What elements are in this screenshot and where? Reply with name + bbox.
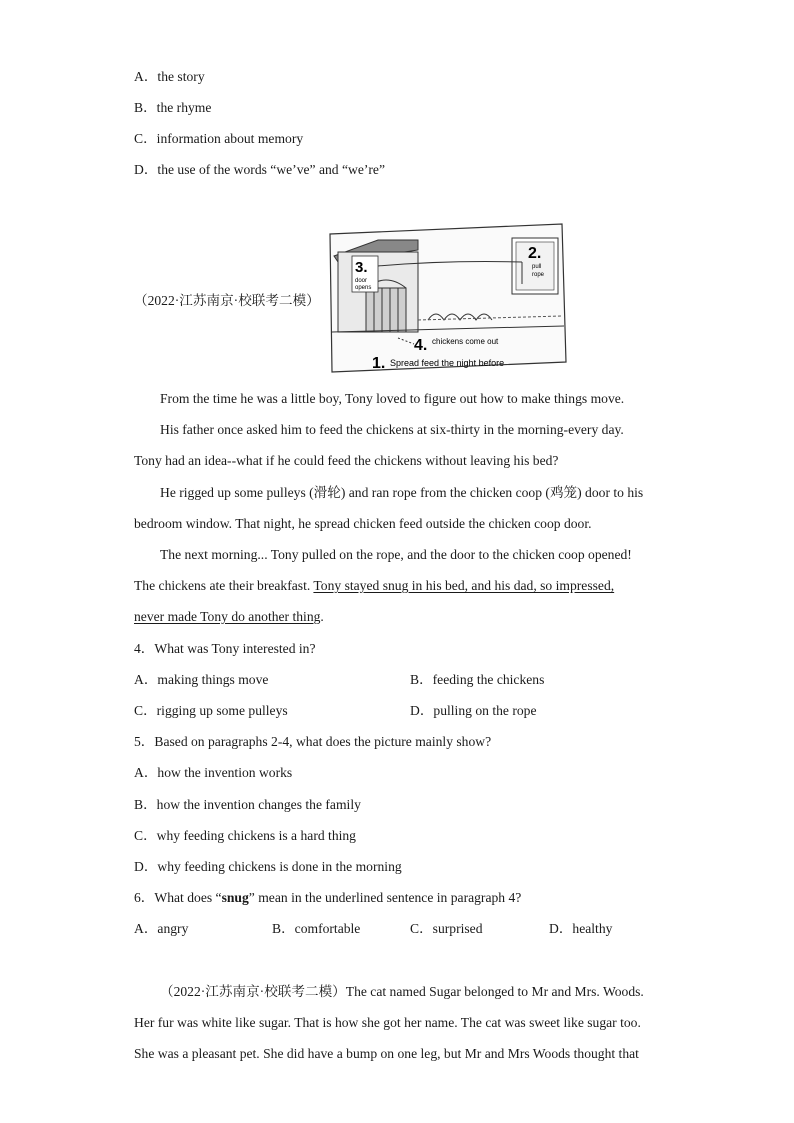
label-1: 1.	[372, 355, 386, 372]
question-5-stem: 5．Based on paragraphs 2-4, what does the picture mainly show?	[134, 734, 492, 749]
passage-3-line-1: （2022·江苏南京·校联考二模）The cat named Sugar belonged to Mr and Mrs. Woods.	[160, 984, 644, 999]
underlined-sentence-end: never made Tony do another thing	[134, 609, 321, 624]
paragraph-2-line-1: His father once asked him to feed the chickens at six-thirty in the morning-every day.	[160, 422, 624, 437]
passage-3-line-3: She was a pleasant pet. She did have a bump on one leg, but Mr and Mrs Woods thought that	[134, 1046, 639, 1061]
q6-option-b: B．comfortable	[272, 921, 361, 936]
option-b: B．the rhyme	[134, 100, 212, 115]
passage-3-line-2: Her fur was white like sugar. That is how she got her name. The cat was sweet like sugar too.	[134, 1015, 641, 1030]
passage-source: （2022·江苏南京·校联考二模）	[134, 293, 320, 308]
q4-option-b: B．feeding the chickens	[410, 672, 545, 687]
label-opens: opens	[355, 285, 372, 291]
option-a: A．the story	[134, 69, 205, 84]
label-4: 4.	[414, 337, 428, 354]
question-4-stem: 4．What was Tony interested in?	[134, 641, 316, 656]
q4-option-a: A．making things move	[134, 672, 269, 687]
paragraph-3-line-2: bedroom window. That night, he spread chicken feed outside the chicken coop door.	[134, 516, 592, 531]
paragraph-4-line-2: The chickens ate their breakfast. Tony stayed snug in his bed, and his dad, so impressed,	[134, 578, 615, 593]
paragraph-3-line-1: He rigged up some pulleys (滑轮) and ran rope from the chicken coop (鸡笼) door to his	[160, 485, 644, 500]
underlined-sentence: Tony stayed snug in his bed, and his dad, so impressed,	[313, 578, 615, 593]
paragraph-4-line-3: never made Tony do another thing.	[134, 609, 324, 624]
label-pull: pull	[532, 264, 542, 270]
option-c: C．information about memory	[134, 131, 304, 146]
paragraph-2-line-2: Tony had an idea--what if he could feed the chickens without leaving his bed?	[134, 453, 559, 468]
option-d: D．the use of the words “we’ve” and “we’re”	[134, 162, 386, 177]
label-3: 3.	[355, 259, 368, 276]
q5-option-a: A．how the invention works	[134, 765, 293, 780]
invention-sketch	[328, 222, 568, 374]
label-chickens: chickens come out	[432, 337, 499, 346]
q6-option-d: D．healthy	[549, 921, 613, 936]
label-2: 2.	[528, 245, 542, 262]
question-6-stem: 6．What does “snug” mean in the underlined sentence in paragraph 4?	[134, 890, 522, 905]
label-spread: Spread feed the night before	[390, 358, 505, 368]
q5-option-c: C．why feeding chickens is a hard thing	[134, 828, 356, 843]
q6-option-a: A．angry	[134, 921, 189, 936]
q4-option-c: C．rigging up some pulleys	[134, 703, 288, 718]
q5-option-d: D．why feeding chickens is done in the morning	[134, 859, 402, 874]
label-rope: rope	[532, 272, 545, 278]
paragraph-1: From the time he was a little boy, Tony loved to figure out how to make things move.	[160, 391, 625, 406]
q6-option-c: C．surprised	[410, 921, 483, 936]
bold-word-snug: snug	[221, 890, 249, 905]
q4-option-d: D．pulling on the rope	[410, 703, 537, 718]
paragraph-4-line-1: The next morning... Tony pulled on the rope, and the door to the chicken coop opened!	[160, 547, 632, 562]
label-door: door	[355, 278, 368, 284]
q5-option-b: B．how the invention changes the family	[134, 797, 361, 812]
